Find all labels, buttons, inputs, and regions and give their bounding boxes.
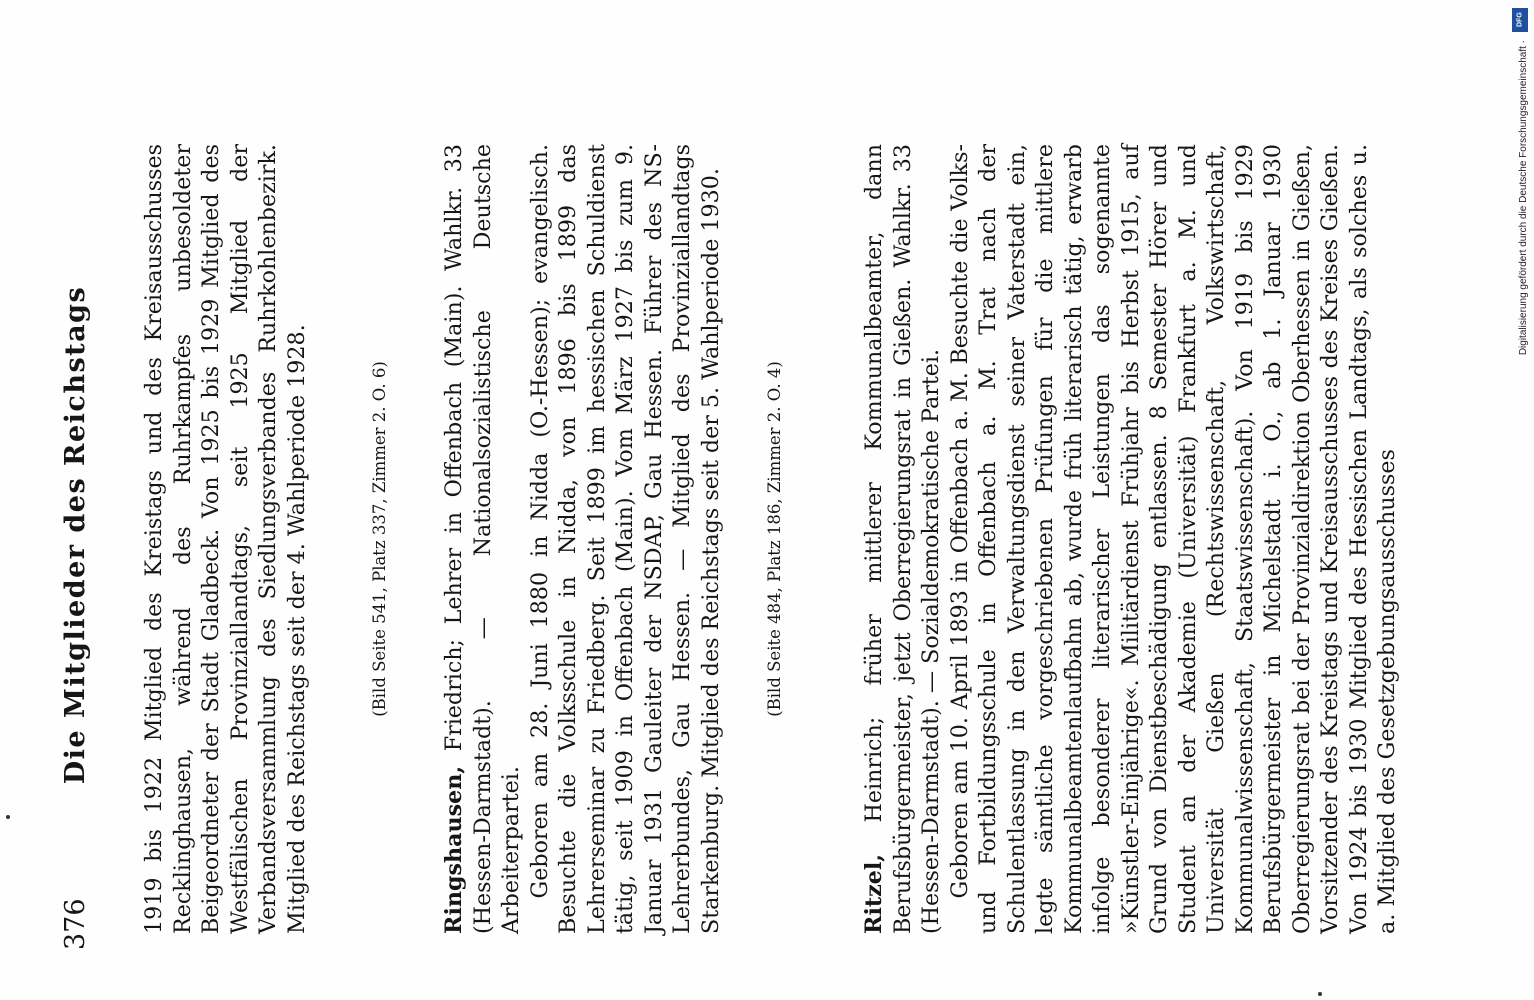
scan-speck — [1318, 992, 1322, 996]
entry-header — [860, 144, 946, 934]
scanned-page — [0, 120, 1440, 1000]
entry-continuation — [140, 144, 311, 934]
entry-continuation-text: 1919 bis 1922 Mitglied des Kreistags und des Kreisausschusses Recklinghausen, während des Ruhrkampfes unbesoldeter Beigeordneter der Stadt Gladbeck. Von 1925 bis 1929 Mitglied des Westfälischen Provinziallandtags, seit 1925 Mitglied der Verbandsversammlung des Siedlungsverbandes Ruhrkohlenbezirk. Mitglied des Reichstags seit der 4. Wahlperiode 1928. — [141, 144, 310, 934]
entry-biography: Geboren am 10. April 1893 in Offenbach a. M. Besuchte die Volks- und Fortbildungsschule in Offenbach a. M. Trat nach der Schulentlassung in den Verwaltungsdienst seiner Vaterstadt ein, legte sämtliche vorgeschriebenen Prüfungen für die mittlere Kommunalbeamtenlaufbahn ab, wurde früh literarisch tätig, erwarb infolge besonderer literarischer Leistungen das sogenannte »Künstler-Einjährige«. Militärdienst Frühjahr bis Herbst 1915, auf Grund von Dienstbeschädigung entlassen. 8 Semester Hörer und Student an der Akademie (Universität) Frankfurt a. M. und Universität Gießen (Rechtswissenschaft, Volkswirtschaft, Kommunalwissenschaft, Staatswissenschaft). Von 1919 bis 1929 Berufsbürgermeister in Michelstadt i. O., ab 1. Januar 1930 Oberregierungsrat bei der Provinzialdirektion Oberhessen in Gießen, Vorsitzender des Kreistags und Kreisausschusses des Kreises Gießen. Von 1924 bis 1930 Mitglied des Hessischen Landtags, als solches u. a. Mitglied des Gesetzgebungsausschusses — [946, 144, 1400, 934]
entry-header — [440, 144, 526, 934]
page-number: 376 — [60, 898, 91, 950]
page-title: Die Mitglieder des Reichstags — [60, 285, 91, 785]
entry-ringshausen — [440, 144, 725, 934]
entry-name: Ringshausen, — [441, 765, 467, 934]
dfg-logo: DFG — [1512, 8, 1528, 32]
digitization-note-text: Digitalisierung gefördert durch die Deutsche Forschungsgemeinschaft · — [1518, 40, 1529, 356]
entry-name: Ritzel, — [861, 854, 887, 934]
running-head — [60, 120, 100, 950]
entry-intro: Heinrich; früher mittlerer Kommunalbeamter, dann Berufsbürgermeister, jetzt Oberregierungsrat in Gießen. Wahlkr. 33 (Hessen-Darmstadt). — Sozialdemokratische Partei. — [861, 144, 944, 934]
entry-biography: Geboren am 28. Juni 1880 in Nidda (O.-Hessen); evangelisch. Besuchte die Volksschule in Nidda, von 1896 bis 1899 das Lehrerseminar zu Friedberg. Seit 1899 im hessischen Schuldienst tätig, seit 1909 in Offenbach (Main). Vom März 1927 bis zum 9. Januar 1931 Gauleiter der NSDAP, Gau Hessen. Führer des NS-Lehrerbundes, Gau Hessen. — Mitglied des Provinziallandtags Starkenburg. Mitglied des Reichstags seit der 5. Wahlperiode 1930. — [526, 144, 724, 934]
entry-ritzel — [860, 144, 1402, 934]
digitization-note — [1518, 40, 1534, 960]
entry-intro: Friedrich; Lehrer in Offenbach (Main). Wahlkr. 33 (Hessen-Darmstadt). — Nationalsozialistische Deutsche Arbeiterpartei. — [441, 144, 524, 934]
photo-caption-1: (Bild Seite 541, Platz 337, Zimmer 2. O. 6) — [370, 361, 389, 717]
photo-caption-2: (Bild Seite 484, Platz 186, Zimmer 2. O. 4) — [765, 361, 784, 717]
scan-speck — [6, 815, 10, 819]
